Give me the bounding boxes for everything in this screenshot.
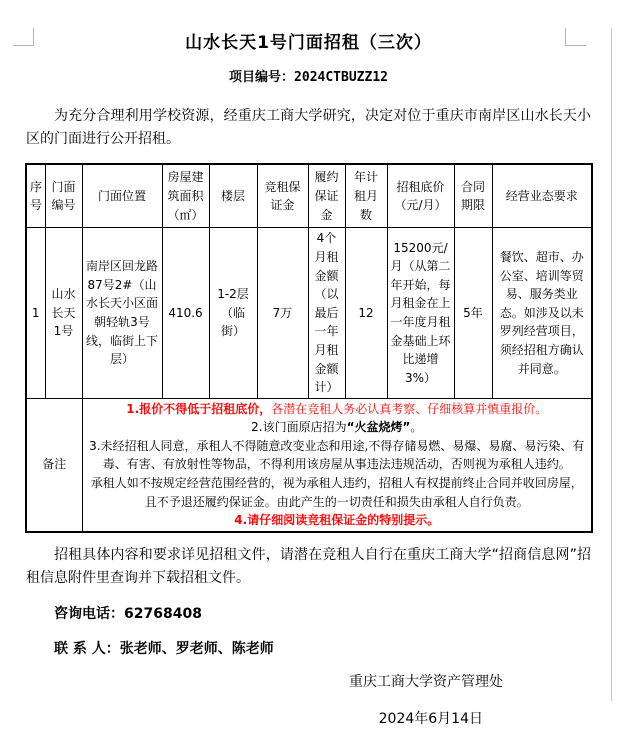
cell-shop-no: 山水长天1号	[45, 228, 82, 398]
cell-performance-deposit: 4个月租金额（以最后一年月租金额计）	[308, 228, 345, 398]
cell-seq: 1	[26, 228, 45, 398]
note-3-continued: 承租人如不按规定经营范围经营的，视为承租人违约，招租人有权提前终止合同并收回房屋，且不予退还履约保证金。由此产生的一切责任和损失由承租人自行负责。	[90, 476, 583, 509]
notes-content-cell	[82, 398, 592, 532]
col-header-rent-months: 年计租月数	[345, 164, 387, 228]
note-1-emphasis: 1.报价不得低于招租底价，	[126, 401, 272, 416]
table-row	[26, 228, 592, 398]
note-2-post: 。	[410, 420, 423, 435]
crop-mark-top-right	[565, 45, 586, 46]
project-number-line	[0, 66, 617, 85]
cell-base-price: 15200元/月（从第二年开始，每月租金在上一年度月租金基础上环比递增3%）	[387, 228, 454, 398]
col-header-location: 门面位置	[82, 164, 162, 228]
cell-location: 南岸区回龙路87号2#（山水长天小区面朝轻轨3号线，临街上下层）	[82, 228, 162, 398]
col-header-floor: 楼层	[209, 164, 257, 228]
project-number-label: 项目编号：	[229, 70, 295, 85]
intro-paragraph: 为充分合理利用学校资源，经重庆工商大学研究，决定对位于重庆市南岸区山水长天小区的门面进行公开招租。	[26, 108, 591, 147]
cell-business-scope: 餐饮、超市、办公室、培训等贸易、服务类业态。如涉及以未罗列经营项目，须经招租方确认并同意。	[492, 228, 592, 398]
cell-bid-deposit: 7万	[257, 228, 308, 398]
col-header-contract-term: 合同期限	[454, 164, 492, 228]
note-3: 3.未经招租人同意，承租人不得随意改变业态和用途,不得存储易燃、易爆、易腐、易污染、有毒、有害、有放射性等物品，不得利用该房屋从事违法违规活动，否则视为承租人违约。	[89, 438, 585, 472]
document-page	[0, 28, 617, 727]
crop-mark-top-left	[33, 28, 34, 45]
contacts-line: 联 系 人：张老师、罗老师、陈老师	[54, 640, 274, 657]
col-header-seq: 序号	[26, 164, 45, 228]
cell-contract-term: 5年	[454, 228, 492, 398]
notes-label-cell: 备注	[26, 398, 82, 532]
col-header-bid-deposit: 竞租保证金	[257, 164, 308, 228]
page-title: 山水长天1号门面招租（三次）	[185, 33, 432, 53]
crop-mark-top-right	[565, 28, 566, 45]
cell-floor: 1-2层（临街）	[209, 228, 257, 398]
issuing-org: 重庆工商大学资产管理处	[349, 674, 503, 691]
note-2-shop-name: “火盆烧烤”	[346, 420, 411, 435]
col-header-base-price: 招租底价（元/月）	[387, 164, 454, 228]
phone-line: 咨询电话：62768408	[54, 606, 202, 623]
table-header-row	[26, 164, 592, 228]
table-notes-row	[26, 398, 592, 532]
note-4: 4.请仔细阅读竞租保证金的特别提示。	[234, 513, 440, 528]
issue-date: 2024年6月14日	[378, 710, 483, 727]
page-edge-line	[611, 28, 612, 701]
col-header-shop-no: 门面编号	[45, 164, 82, 228]
crop-mark-top-left	[13, 45, 34, 46]
detail-paragraph: 招租具体内容和要求详见招租文件，请潜在竞租人自行在重庆工商大学“招商信息网”招租信息附件里查询并下载招租文件。	[26, 546, 591, 586]
rental-table	[25, 163, 593, 533]
cell-area: 410.6	[162, 228, 209, 398]
col-header-business-scope: 经营业态要求	[492, 164, 592, 228]
note-2-pre: 2.该门面原店招为	[251, 420, 347, 435]
col-header-area: 房屋建筑面积（㎡）	[162, 164, 209, 228]
project-number-value: 2024CTBUZZ12	[294, 70, 388, 85]
note-2	[86, 418, 589, 437]
note-1-rest: 各潜在竞租人务必认真考察、仔细核算并慎重报价。	[271, 401, 548, 416]
col-header-performance-deposit: 履约保证金	[308, 164, 345, 228]
cell-rent-months: 12	[345, 228, 387, 398]
note-1	[86, 400, 589, 419]
